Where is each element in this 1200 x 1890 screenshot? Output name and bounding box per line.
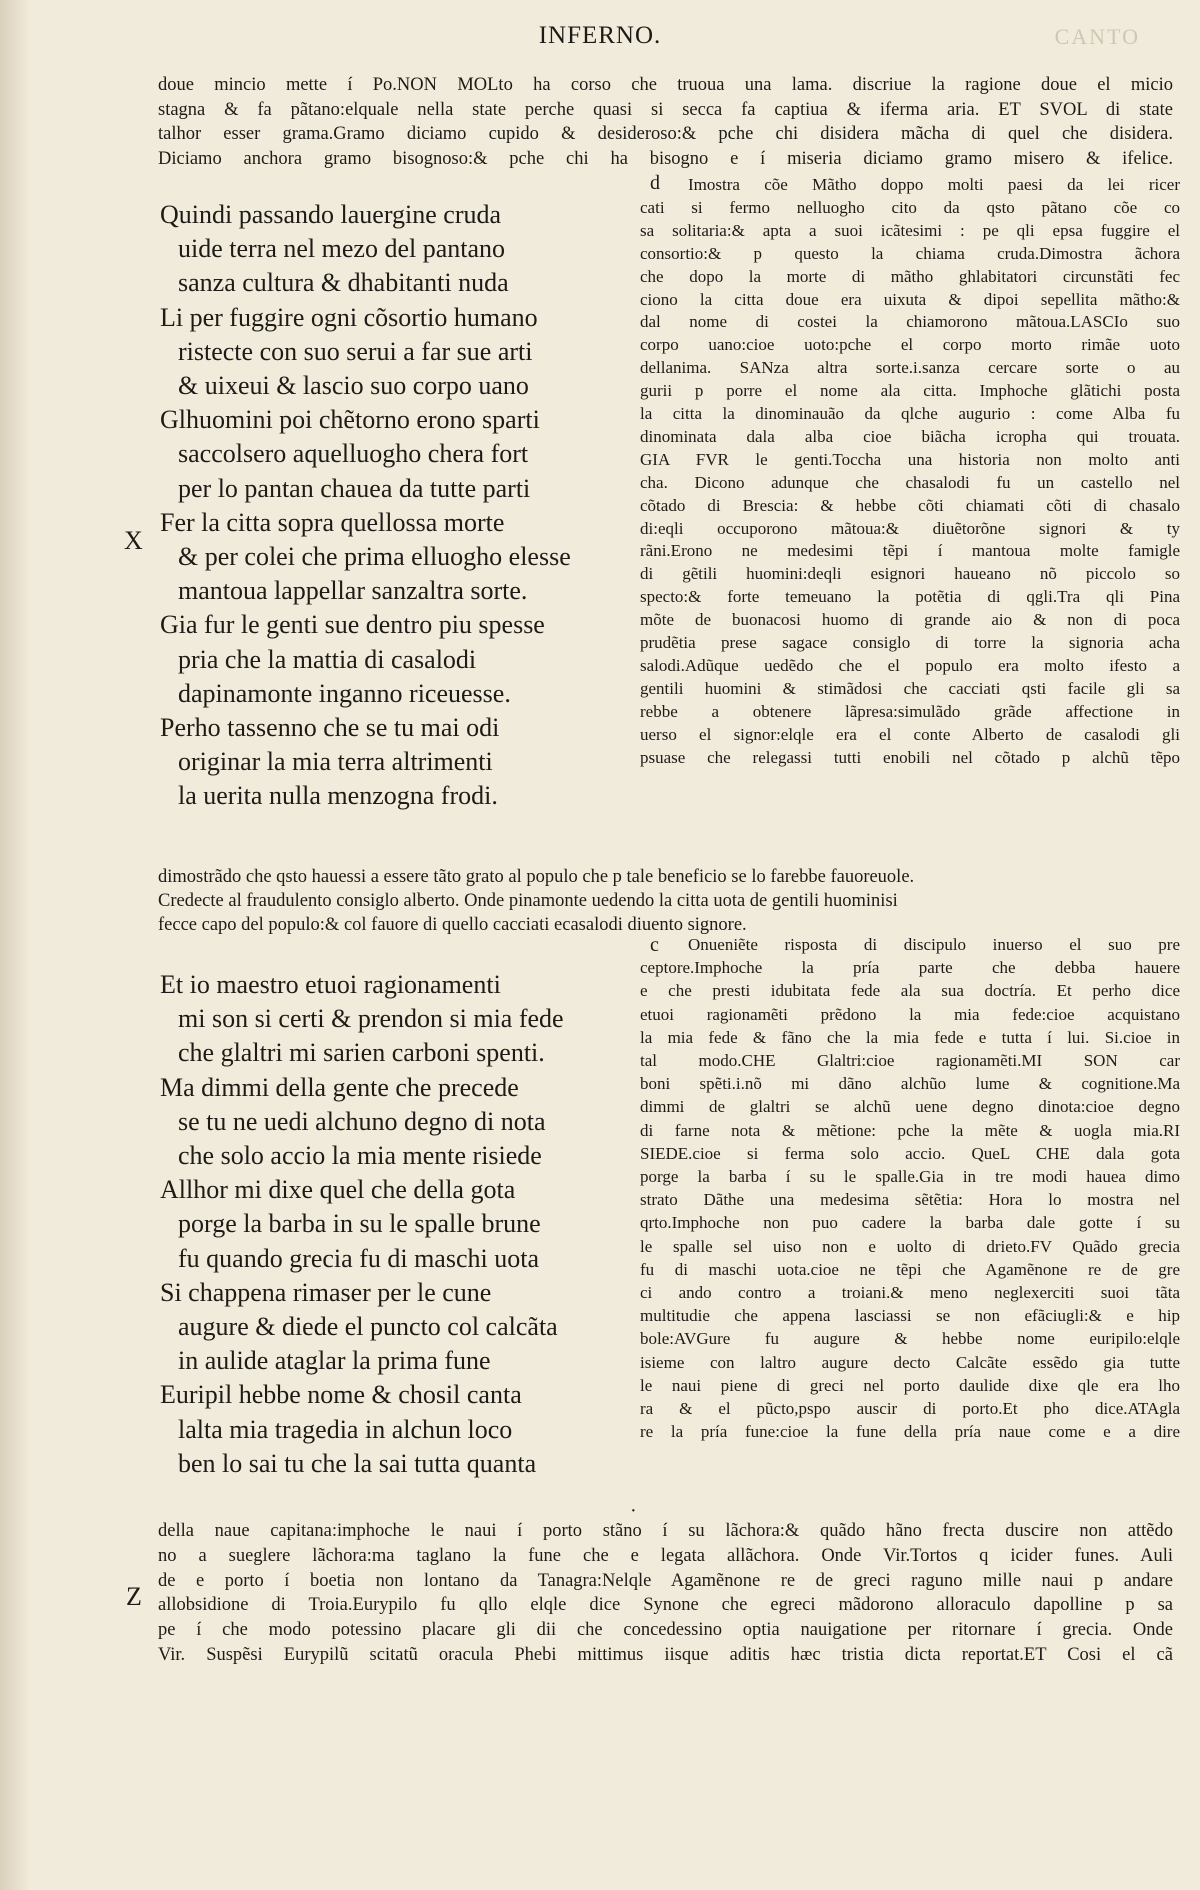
commentary-line: prudẽtia prese sagace consiglo di torre la signoria acha [640,633,1180,652]
commentary-line: ra & el pũcto,pspo auscir di porto.Et pho dice.ATAgla [640,1399,1180,1418]
commentary-line: strato Dãthe una medesima sẽtẽtia: Hora lo mostra nel [640,1190,1180,1210]
verse-line: lalta mia tragedia in alchun loco [178,1414,513,1444]
verse-line: & per colei che prima elluogho elesse [178,542,571,571]
verse-line: mantoua lappellar sanzaltra sorte. [178,576,528,606]
commentary-line: salodi.Adũque uedẽdo che el populo era molto ifesto a [640,655,1180,675]
commentary-line: etuoi ragionamẽti prẽdono la mia fede:cioe acquistano [640,1004,1180,1024]
commentary-line: gentili huomini & stimãdosi che cacciati qsti facile gli sa [640,678,1180,698]
commentary-line: fecce capo del populo:& col fauore di quello cacciati ecasalodi diuento signore. [158,915,747,935]
verse-line: Li per fuggire ogni cõsortio humano [160,302,538,332]
commentary-line: Onueniẽte risposta di discipulo inuerso el suo pre [688,935,1180,954]
commentary-line: cha. Dicono adunque che chasalodi fu un castello nel [640,472,1180,492]
commentary-line: ceptore.Imphoche la pría parte che debba hauere [640,958,1180,978]
margin-letter-z: Z [126,1582,142,1611]
bleed-through-heading: CANTO [1054,24,1140,49]
verse-line: Perho tassenno che se tu mai odi [160,713,500,742]
verse-line: Et io maestro etuoi ragionamenti [160,970,501,999]
verse-line: mi son si certi & prendon si mia fede [178,1004,564,1034]
commentary-line: le naui piene di greci nel porto daulide dixe qle era lho [640,1375,1180,1395]
commentary-line: qrto.Imphoche non puo cadere la barba dale gotte í su [640,1213,1180,1233]
commentary-line: di gẽtili huomini:deqli esignori haueano nõ piccolo so [640,564,1180,584]
commentary-line: ci ando contro a troiani.& meno neglexerciti suoi tãta [640,1283,1180,1302]
verse-line: uide terra nel mezo del pantano [178,234,506,264]
verse-line: fu quando grecia fu di maschi uota [178,1243,539,1273]
verse-line: originar la mia terra altrimenti [178,747,493,777]
commentary-line: multitudie che appena lasciassi se non efãciugli:& e hip [640,1306,1180,1326]
margin-letter-x: X [124,526,143,555]
commentary-line: le spalle sel uiso non e uolto di drieto.FV Quãdo grecia [640,1236,1180,1256]
commentary-line: specto:& forte temeuano la potẽtia di qgli.Tra qli Pina [640,587,1180,607]
commentary-line: stagna & fa pãtano:elquale nella state perche quasi si secca fa captiua & iferma aria. ET SVOL di state [158,99,1173,120]
verse-line: pria che la mattia di casalodi [178,644,477,674]
commentary-line: allobsidione di Troia.Eurypilo fu qllo elqle dice Synone che egreci mãdorono alloraculo dapolline p sa [158,1595,1173,1616]
commentary-line: talhor esser grama.Gramo diciamo cupido & desideroso:& pche chi disidera mãcha di quel che disidera. [158,124,1173,144]
commentary-line: ciono la citta doue era uixuta & dipoi sepellita mãtho:& [640,289,1180,309]
commentary-line: la citta la dinominauão da qlche augurio : come Alba fu [640,404,1180,423]
commentary-line: la mia fede & fãno che la mia fede e tutta í lui. Si.cioe in [640,1027,1180,1047]
commentary-line: no a sueglere lãchora:ma taglano la fune che e legata allãchora. Onde Vir.Tortos q icider funes. Auli [158,1545,1173,1566]
commentary-line: doue mincio mette í Po.NON MOLto ha corso che truoua una lama. discriue la ragione doue el micio [158,75,1173,95]
commentary-line: Imostra cõe Mãtho doppo molti paesi da lei ricer [688,175,1180,194]
commentary-line: isieme con laltro augure decto Calcãte essẽdo gia tutte [640,1352,1180,1372]
commentary-line: pe í che modo potessino placare gli dii che concedessino optia nauigatione per ritornare í grecia. Onde [158,1620,1173,1641]
commentary-line: bole:AVGure fu augure & hebbe nome euripilo:elqle [640,1329,1180,1349]
commentary-line: tal modo.CHE Glaltri:cioe ragionamẽti.MI SON car [640,1051,1180,1070]
commentary-line: rebbe a obtenere lãpresa:simulãdo grãde affectione in [640,701,1180,721]
commentary-line: della naue capitana:imphoche le naui í porto stãno í su lãchora:& quãdo hãno frecta duscire non attẽdo [158,1521,1173,1541]
verse-line: dapinamonte inganno riceuesse. [178,678,511,708]
page-gutter-shadow [0,0,30,1890]
commentary-line: de e porto í boetia non lontano da Tanagra:Nelqle Agamẽnone re de greci raguno mille naui p andare [158,1570,1173,1591]
commentary-line: di:eqli occuporono mãtoua:& diuẽtorõne signori & ty [640,518,1180,538]
commentary-line: cõtado di Brescia: & hebbe cõti chiamati cõti di chasalo [640,495,1180,515]
verse-line: la uerita nulla menzogna frodi. [178,781,498,811]
commentary-line: corpo uano:cioe uoto:pche el corpo morto rimãe uoto [640,335,1180,355]
commentary-line: uerso el signor:elqle era el conte Alberto de casalodi gli [640,724,1180,744]
commentary-line: rãni.Erono ne medesimi tẽpi í mantoua molte famigle [640,541,1180,561]
verse-line: Gia fur le genti sue dentro piu spesse [160,610,545,640]
commentary-line: boni spẽti.i.nõ mi dãno alchũo lume & cognitione.Ma [640,1074,1180,1094]
verse-line: Glhuomini poi chẽtorno erono sparti [160,405,540,435]
commentary-line: dimmi de glaltri se alchũ uene degno dinota:cioe degno [640,1097,1180,1117]
dot-mark: · [630,1500,637,1522]
verse-line: se tu ne uedi alchuno degno di nota [178,1106,546,1136]
commentary-line: SIEDE.cioe si ferma solo accio. QueL CHE dala gota [640,1143,1180,1163]
commentary-line: dinominata dala alba cioe biãcha icropha qui trouata. [640,426,1180,446]
commentary-line: mõte de buonacosi huomo di grande aio & non di poca [640,610,1180,630]
verse-line: Euripil hebbe nome & chosil canta [160,1380,522,1410]
commentary-line: sa solitaria:& apta a suoi icãtesimi : pe qli epsa fuggire el [640,220,1180,240]
commentary-line: porge la barba í su le spalle.Gia in tre modi hauea dimo [640,1167,1180,1186]
verse-line: ristecte con suo serui a far sue arti [178,336,533,366]
paragraph-mark-c: c [650,934,659,956]
verse-line: sanza cultura & dhabitanti nuda [178,268,509,298]
verse-line: porge la barba in su le spalle brune [178,1209,541,1239]
verse-line: augure & diede el puncto col calcãta [178,1312,558,1341]
commentary-line: dellanima. SANza altra sorte.i.sanza cercare sorte o au [640,358,1180,378]
commentary-line: che dopo la morte di mãtho ghlabitatori circunstãti fec [640,266,1180,286]
verse-line: Ma dimmi della gente che precede [160,1072,519,1102]
verse-line: in aulide ataglar la prima fune [178,1346,491,1376]
verse-line: per lo pantan chauea da tutte parti [178,473,531,503]
commentary-line: di farne nota & mẽtione: pche la mẽte & uogla mia.RI [640,1120,1180,1140]
commentary-line: e che presti idubitata fede ala sua doctría. Et perho dice [640,981,1180,1001]
verse-line: che glaltri mi sarien carboni spenti. [178,1038,545,1068]
verse-line: ben lo sai tu che la sai tutta quanta [178,1448,537,1478]
commentary-line: dal nome di costei la chiamorono mãtoua.LASCIo suo [640,312,1180,332]
verse-line: che solo accio la mia mente risiede [178,1141,542,1170]
verse-line: Fer la citta sopra quellossa morte [160,507,505,537]
paragraph-mark-d: d [650,172,660,194]
verse-line: saccolsero aquelluogho chera fort [178,439,529,469]
commentary-line: GIA FVR le genti.Toccha una historia non molto anti [640,449,1180,469]
commentary-line: re la pría fune:cioe la fune della pría naue come e a dire [640,1422,1180,1442]
verse-line: & uixeui & lascio suo corpo uano [178,371,529,400]
commentary-line: Credecte al fraudulento consiglo alberto. Onde pinamonte uedendo la citta uota de gentili huominisi [158,891,898,911]
commentary-line: psuase che relegassi tutti enobili nel cõtado p alchũ tẽpo [640,747,1180,767]
running-head: INFERNO. [538,22,662,49]
commentary-line: consortio:& p questo la chiama cruda.Dimostra ãchora [640,243,1180,263]
commentary-line: Diciamo anchora gramo bisognoso:& pche chi ha bisogno e í miseria diciamo gramo misero & ifelice. [158,148,1173,169]
verse-line: Si chappena rimaser per le cune [160,1277,492,1307]
verse-line: Quindi passando lauergine cruda [160,200,502,229]
verse-line: Allhor mi dixe quel che della gota [160,1175,516,1205]
commentary-line: dimostrãdo che qsto hauessi a essere tãto grato al populo che p tale beneficio se lo farebbe fauoreuole. [158,867,915,887]
commentary-line: Vir. Suspẽsi Eurypilũ scitatũ oracula Phebi mittimus iisque aditis hæc tristia dicta reportat.ET Cosi el cã [158,1645,1173,1665]
commentary-line: fu di maschi uota.cioe ne tẽpi che Agamẽnone re de gre [640,1259,1180,1279]
commentary-line: cati si fermo nelluogho cito da qsto pãtano cõe co [640,197,1180,217]
commentary-line: gurii p porre el nome ala citta. Imphoche glãtichi posta [640,381,1180,401]
